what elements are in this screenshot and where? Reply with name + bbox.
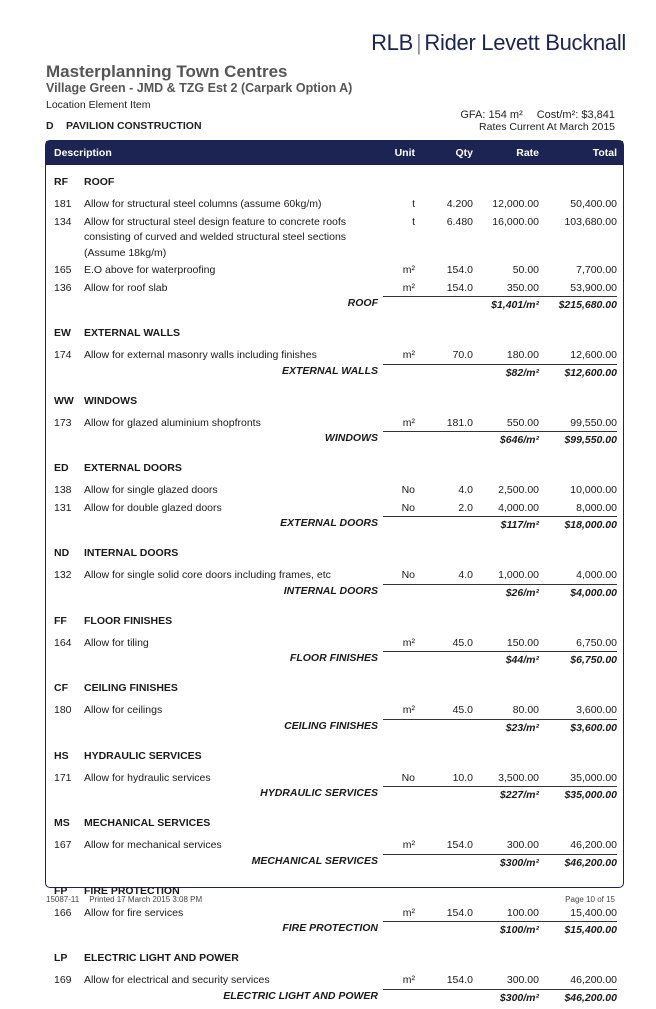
category-code: RF — [54, 176, 68, 188]
item-code: 169 — [54, 974, 72, 986]
subtotal-line — [383, 431, 617, 432]
cost-rate: Cost/m²: $3,841 — [536, 109, 615, 121]
subtotal-total: $35,000.00 — [564, 789, 617, 801]
item-total: 99,550.00 — [570, 416, 617, 429]
subtotal-line — [383, 651, 617, 652]
category-code: LP — [54, 952, 68, 964]
subtotal-line — [383, 584, 617, 585]
item-description: Allow for fire services — [84, 906, 184, 919]
page-subtitle: Village Green - JMD & TZG Est 2 (Carpark Option A) — [46, 81, 353, 95]
item-total: 35,000.00 — [570, 771, 617, 784]
job-number: 15087-11 — [46, 895, 80, 904]
subtotal-row — [46, 296, 623, 316]
item-rate: 3,500.00 — [498, 771, 539, 784]
subtotal-row — [46, 989, 623, 1009]
subtotal-line — [383, 921, 617, 922]
col-qty: Qty — [455, 147, 473, 159]
category-code: ND — [54, 547, 70, 559]
item-total: 6,750.00 — [576, 636, 617, 649]
logo-rlb: RLB — [371, 30, 413, 55]
subtotal-rate: $117/m² — [500, 519, 539, 531]
subtotal-total: $46,200.00 — [564, 856, 617, 869]
subtotal-total: $99,550.00 — [564, 434, 617, 446]
page-title: Masterplanning Town Centres — [46, 62, 288, 81]
subtotal-label: CEILING FINISHES — [284, 719, 378, 732]
item-total: 46,200.00 — [570, 839, 617, 851]
subtotal-label: ELECTRIC LIGHT AND POWER — [223, 989, 378, 1002]
subtotal-line — [383, 854, 617, 855]
item-total: 7,700.00 — [576, 264, 617, 276]
subtotal-total: $215,680.00 — [558, 299, 617, 311]
item-total: 12,600.00 — [570, 349, 617, 361]
item-description: Allow for hydraulic services — [84, 771, 211, 784]
subtotal-total: $12,600.00 — [564, 366, 617, 379]
category-code: EW — [54, 327, 71, 339]
category-row — [46, 739, 623, 769]
table-row — [46, 566, 623, 584]
subtotal-rate: $300/m² — [499, 991, 539, 1004]
col-rate: Rate — [516, 147, 539, 159]
category-name: CEILING FINISHES — [84, 682, 178, 694]
category-name: WINDOWS — [84, 394, 138, 407]
item-description: Allow for single solid core doors including frames, etc — [84, 569, 331, 581]
item-total: 103,680.00 — [564, 215, 617, 228]
section-heading — [46, 120, 202, 132]
item-total: 53,900.00 — [570, 281, 617, 294]
item-qty: 154.0 — [446, 906, 473, 919]
item-qty: 4.200 — [446, 198, 473, 210]
subtotal-total: $4,000.00 — [570, 586, 617, 599]
subtotal-row — [46, 651, 623, 671]
subtotal-line — [383, 364, 617, 365]
subtotal-row — [46, 854, 623, 874]
item-unit: No — [401, 771, 415, 784]
category-name: EXTERNAL WALLS — [84, 327, 181, 339]
item-unit: t — [412, 215, 415, 228]
item-rate: 350.00 — [506, 281, 539, 294]
table-row — [46, 904, 623, 922]
rlb-logo: RLB | Rider Levett Bucknall — [371, 30, 626, 55]
item-rate: 100.00 — [506, 906, 539, 919]
item-qty: 154.0 — [446, 839, 473, 851]
item-rate: 50.00 — [512, 264, 539, 276]
category-name: FIRE PROTECTION — [84, 884, 180, 897]
item-unit: m² — [402, 839, 415, 851]
item-total: 46,200.00 — [570, 974, 617, 986]
subtotal-rate: $1,401/m² — [491, 299, 539, 311]
item-description: Allow for roof slab — [84, 281, 168, 294]
item-unit: No — [401, 501, 415, 514]
gfa-summary — [460, 109, 615, 121]
item-total: 15,400.00 — [570, 906, 617, 919]
item-rate: 1,000.00 — [498, 569, 539, 581]
item-unit: m² — [402, 974, 415, 986]
item-unit: No — [401, 484, 415, 496]
page-footer — [46, 895, 615, 904]
item-unit: m² — [402, 264, 415, 276]
subtotal-label: ROOF — [347, 297, 378, 309]
item-code: 164 — [54, 636, 72, 649]
category-row — [46, 451, 623, 481]
subtotal-row — [46, 364, 623, 384]
item-qty: 4.0 — [458, 484, 473, 496]
item-qty: 45.0 — [452, 704, 473, 716]
item-description: Allow for structural steel design feature to concrete roofs consisting of curved and welded structural steel sections (Assume 18kg/m) — [84, 215, 347, 259]
category-name: FLOOR FINISHES — [84, 614, 173, 627]
category-row — [46, 536, 623, 566]
table-body — [46, 165, 623, 1009]
item-code: 167 — [54, 839, 72, 851]
item-code: 171 — [54, 771, 72, 784]
item-rate: 180.00 — [506, 349, 539, 361]
item-unit: m² — [402, 906, 415, 919]
subtotal-row — [46, 584, 623, 604]
category-code: FP — [54, 884, 68, 897]
subtotal-row — [46, 431, 623, 451]
item-qty: 45.0 — [452, 636, 473, 649]
category-row — [46, 384, 623, 414]
table-row — [46, 481, 623, 499]
col-description: Description — [54, 147, 112, 159]
subtotal-total: $3,600.00 — [570, 721, 617, 734]
subtotal-row — [46, 786, 623, 806]
item-rate: 150.00 — [506, 636, 539, 649]
col-total: Total — [592, 147, 617, 159]
item-rate: 80.00 — [512, 704, 539, 716]
category-name: ROOF — [84, 176, 115, 188]
item-unit: No — [401, 569, 415, 581]
item-code: 173 — [54, 416, 72, 429]
subtotal-row — [46, 921, 623, 941]
subtotal-label: HYDRAULIC SERVICES — [260, 787, 378, 799]
subtotal-total: $6,750.00 — [570, 654, 617, 666]
table-row — [46, 701, 623, 719]
item-code: 132 — [54, 569, 72, 581]
item-qty: 2.0 — [458, 501, 473, 514]
category-name: EXTERNAL DOORS — [84, 462, 182, 474]
item-rate: 300.00 — [506, 839, 539, 851]
subtotal-line — [383, 516, 617, 517]
item-description: Allow for glazed aluminium shopfronts — [84, 416, 261, 429]
item-unit: m² — [402, 636, 415, 649]
subtotal-line — [383, 989, 617, 990]
table-row — [46, 971, 623, 989]
item-qty: 181.0 — [446, 416, 473, 429]
item-description: Allow for structural steel columns (assume 60kg/m) — [84, 198, 322, 210]
logo-name: Rider Levett Bucknall — [424, 30, 626, 55]
category-code: FF — [54, 614, 67, 627]
subtotal-line — [383, 786, 617, 787]
category-row — [46, 671, 623, 701]
item-code: 165 — [54, 264, 72, 276]
item-qty: 10.0 — [452, 771, 473, 784]
item-code: 166 — [54, 906, 72, 919]
subtotal-rate: $646/m² — [499, 434, 539, 446]
section-code: D — [46, 120, 54, 132]
table-row — [46, 213, 623, 262]
item-description: Allow for mechanical services — [84, 839, 222, 851]
category-code: WW — [54, 394, 74, 407]
subtotal-rate: $100/m² — [499, 924, 539, 936]
section-name: PAVILION CONSTRUCTION — [66, 120, 202, 132]
item-code: 180 — [54, 704, 72, 716]
subtotal-line — [383, 296, 617, 297]
item-description: Allow for tiling — [84, 636, 149, 649]
printed-date: Printed 17 March 2015 3:08 PM — [89, 895, 203, 904]
item-description: E.O above for waterproofing — [84, 264, 216, 276]
subtotal-label: FLOOR FINISHES — [289, 652, 378, 664]
rates-current: Rates Current At March 2015 — [479, 121, 615, 133]
item-unit: t — [412, 198, 415, 210]
item-total: 3,600.00 — [576, 704, 617, 716]
item-description: Allow for double glazed doors — [84, 501, 222, 514]
item-description: Allow for single glazed doors — [84, 484, 218, 496]
table-row — [46, 346, 623, 364]
item-code: 138 — [54, 484, 72, 496]
subtotal-rate: $26/m² — [505, 586, 539, 599]
table-header — [46, 141, 623, 165]
table-row — [46, 634, 623, 652]
subtotal-label: WINDOWS — [324, 432, 378, 444]
item-description: Allow for external masonry walls including finishes — [84, 349, 317, 361]
subtotal-rate: $44/m² — [505, 654, 539, 666]
item-qty: 154.0 — [446, 264, 473, 276]
subtotal-rate: $227/m² — [499, 789, 539, 801]
category-name: HYDRAULIC SERVICES — [84, 749, 202, 762]
subtotal-line — [383, 719, 617, 720]
item-code: 131 — [54, 501, 72, 514]
table-row — [46, 769, 623, 787]
item-rate: 550.00 — [506, 416, 539, 429]
subtotal-rate: $82/m² — [505, 366, 539, 379]
page-number: Page 10 of 15 — [565, 895, 615, 904]
item-total: 4,000.00 — [576, 569, 617, 581]
subtotal-rate: $300/m² — [499, 856, 539, 869]
item-unit: m² — [402, 349, 415, 361]
item-total: 50,400.00 — [570, 198, 617, 210]
item-total: 8,000.00 — [576, 501, 617, 514]
item-qty: 70.0 — [452, 349, 473, 361]
subtotal-total: $46,200.00 — [564, 991, 617, 1004]
item-unit: m² — [402, 704, 415, 716]
table-row — [46, 195, 623, 213]
table-row — [46, 414, 623, 432]
item-qty: 154.0 — [446, 281, 473, 294]
category-row — [46, 316, 623, 346]
subtotal-row — [46, 516, 623, 536]
subtotal-label: FIRE PROTECTION — [282, 922, 378, 934]
subtotal-label: EXTERNAL DOORS — [280, 517, 378, 529]
subtotal-total: $18,000.00 — [564, 519, 617, 531]
item-description: Allow for electrical and security services — [84, 974, 270, 986]
location-label: Location Element Item — [46, 99, 151, 111]
subtotal-rate: $23/m² — [505, 721, 539, 734]
item-code: 136 — [54, 281, 72, 294]
item-code: 174 — [54, 349, 72, 361]
category-row — [46, 941, 623, 971]
item-unit: m² — [402, 416, 415, 429]
category-code: CF — [54, 682, 68, 694]
category-code: MS — [54, 817, 70, 829]
gfa-value: GFA: 154 m² — [460, 109, 523, 121]
subtotal-row — [46, 719, 623, 739]
item-qty: 154.0 — [446, 974, 473, 986]
table-row — [46, 261, 623, 279]
category-row — [46, 806, 623, 836]
category-name: MECHANICAL SERVICES — [84, 817, 211, 829]
item-unit: m² — [402, 281, 415, 294]
item-rate: 12,000.00 — [492, 198, 539, 210]
table-row — [46, 279, 623, 297]
item-rate: 300.00 — [506, 974, 539, 986]
item-code: 134 — [54, 215, 72, 228]
table-row — [46, 836, 623, 854]
item-total: 10,000.00 — [570, 484, 617, 496]
item-rate: 16,000.00 — [492, 215, 539, 228]
subtotal-total: $15,400.00 — [564, 924, 617, 936]
item-rate: 2,500.00 — [498, 484, 539, 496]
table-row — [46, 499, 623, 517]
category-row — [46, 168, 623, 195]
subtotal-label: MECHANICAL SERVICES — [251, 854, 378, 867]
item-qty: 4.0 — [458, 569, 473, 581]
category-code: HS — [54, 749, 69, 762]
category-name: ELECTRIC LIGHT AND POWER — [84, 952, 239, 964]
category-row — [46, 604, 623, 634]
item-qty: 6.480 — [446, 215, 473, 228]
category-code: ED — [54, 462, 69, 474]
subtotal-label: EXTERNAL WALLS — [281, 364, 378, 377]
subtotal-label: INTERNAL DOORS — [283, 584, 378, 597]
item-rate: 4,000.00 — [498, 501, 539, 514]
item-code: 181 — [54, 198, 72, 210]
category-name: INTERNAL DOORS — [84, 547, 179, 559]
item-description: Allow for ceilings — [84, 704, 163, 716]
col-unit: Unit — [394, 147, 415, 159]
